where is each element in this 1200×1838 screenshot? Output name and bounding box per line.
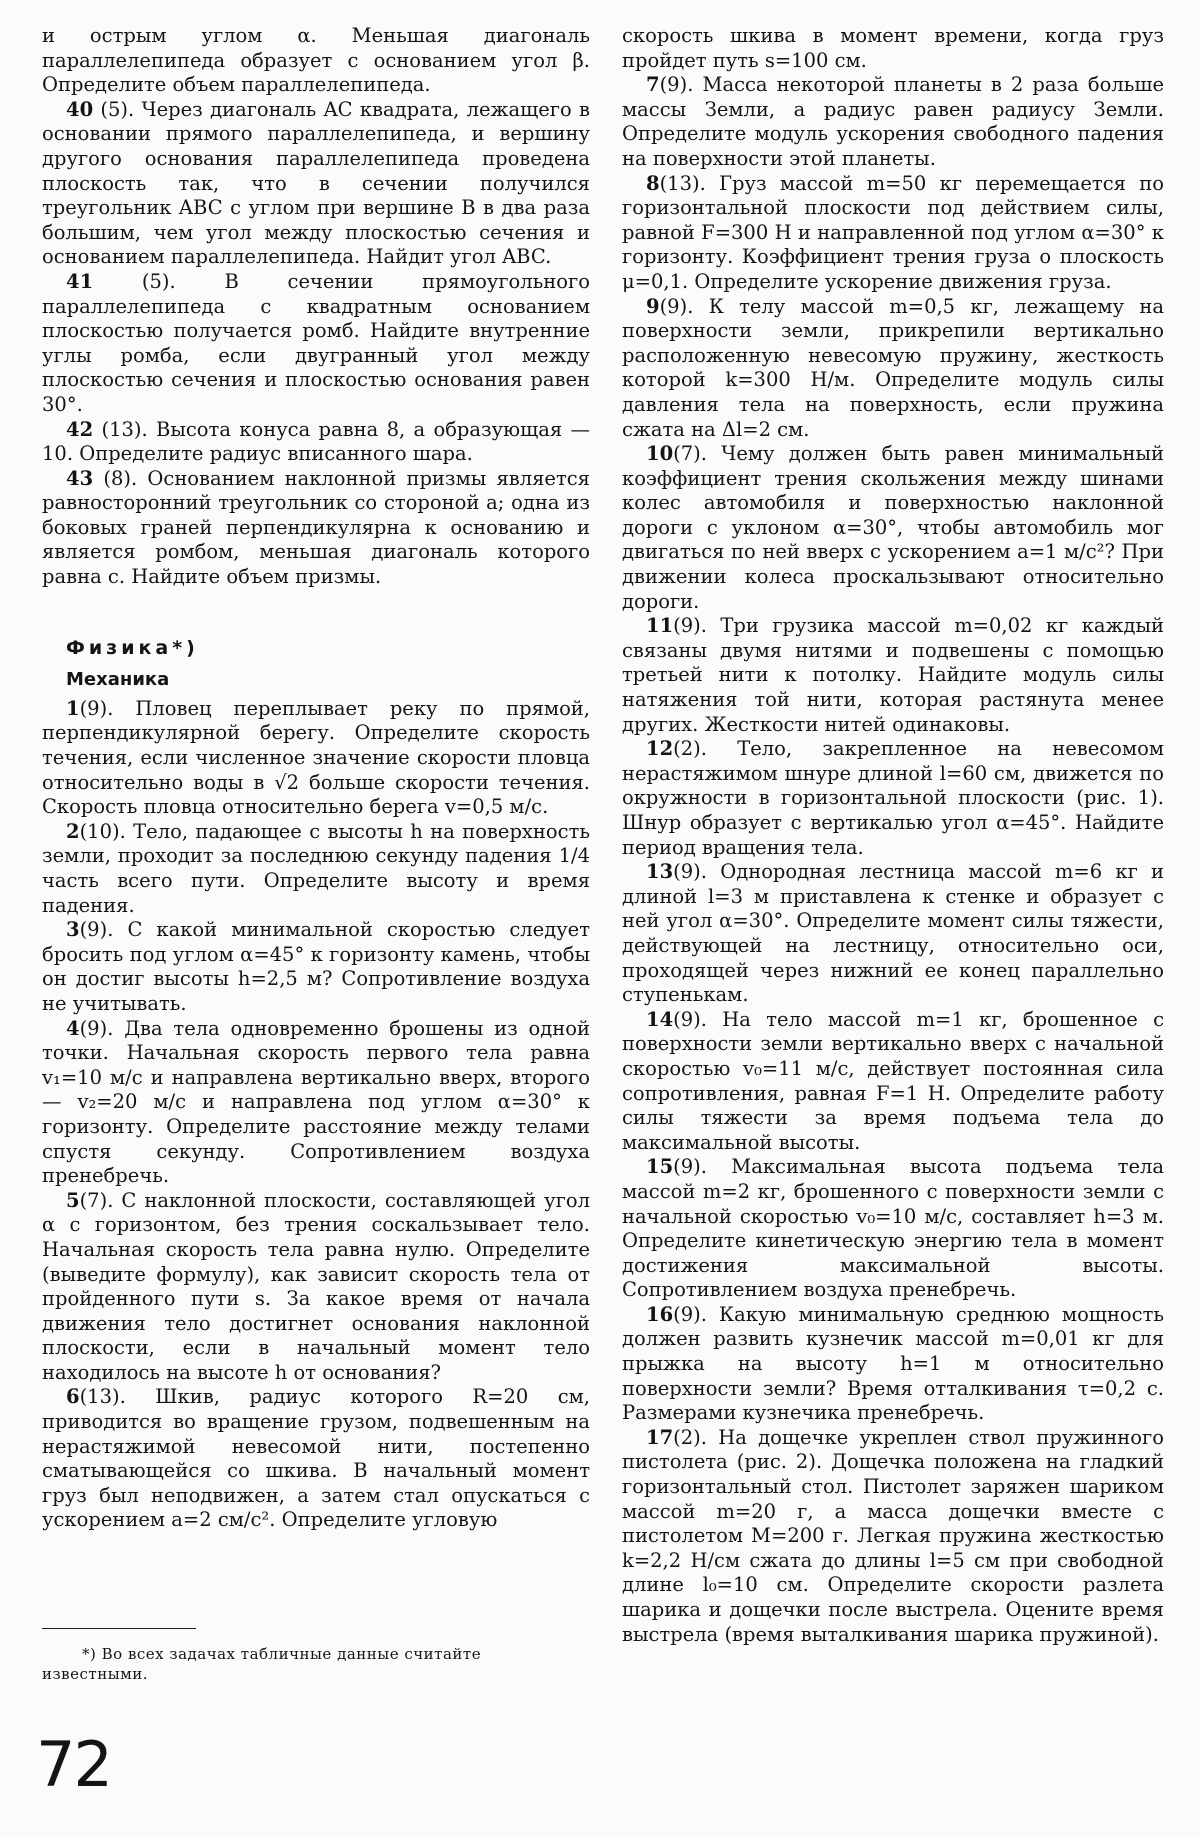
problem-text: Чему должен быть равен минимальный коэффициент трения скольжения между шинами колес автомобиля и поверхностью наклонной дороги с уклоном α=30°, чтобы автомобиль мог двигаться по ней вверх с ускорением a=1 м/с²? При движении колеса проскальзывают относительно дороги. <box>622 442 1164 613</box>
problem-text: Груз массой m=50 кг перемещается по горизонтальной плоскости под действием силы, равной F=300 Н и направленной под углом α=30° к горизонту. Коэффициент трения груза о плоскость μ=0,1. Определите ускорение движения груза. <box>622 171 1164 293</box>
problem-number: 1 <box>66 696 80 720</box>
problem-number: 12 <box>646 737 674 761</box>
problem-16 <box>622 1303 1164 1426</box>
problem-number: 9 <box>646 294 660 318</box>
problem-6 <box>42 1385 590 1533</box>
problem-text: С какой минимальной скоростью следует бросить под углом α=45° к горизонту камень, чтобы он достиг высоты h=2,5 м? Сопротивление воздуха не учитывать. <box>42 918 590 1015</box>
problem-number: 8 <box>646 171 660 195</box>
problem-text: На дощечке укреплен ствол пружинного пистолета (рис. 2). Дощечка положена на гладкий горизонтальный стол. Пистолет заряжен шариком массой m=20 г, а масса дощечки вместе с пистолетом M=200 г. Легкая пружина жесткостью k=2,2 Н/см сжата до длины l=5 см при свободной длине l₀=10 см. Определите скорости разлета шарика и дощечки после выстрела. Оцените время выстрела (время выталкивания шарика пружиной). <box>622 1425 1164 1646</box>
problem-text: Какую минимальную среднюю мощность должен развить кузнечик массой m=0,01 кг для прыжка на высоту h=1 м относительно поверхности земли? Время отталкивания τ=0,2 с. Размерами кузнечика пренебречь. <box>622 1302 1165 1425</box>
problem-text: Тело, падающее с высоты h на поверхность земли, проходит за последнюю секунду падения 1/4 часть всего пути. Определите высоту и время падения. <box>42 819 590 917</box>
problem-text: К телу массой m=0,5 кг, лежащему на поверхности земли, прикрепили вертикально расположенную невесомую пружину, жесткость которой k=300 Н/м. Определите модуль силы давления тела на поверхность, если пружина сжата на Δl=2 см. <box>622 294 1164 441</box>
problem-points: (13). <box>659 171 706 195</box>
problem-4 <box>42 1017 590 1189</box>
problem-42 <box>42 418 590 467</box>
problem-number: 14 <box>646 1007 674 1031</box>
problem-points: (2). <box>673 1425 707 1449</box>
problem-points: (9). <box>79 918 114 942</box>
problem-number: 10 <box>646 442 674 466</box>
problem-points: (9). <box>673 1155 707 1179</box>
problem-41 <box>42 270 590 418</box>
problem-13 <box>622 860 1164 1008</box>
problem-3 <box>42 918 590 1016</box>
problem-points: (9). <box>79 1016 114 1040</box>
problem-number: 41 <box>66 269 94 293</box>
problem-number: 4 <box>66 1016 80 1040</box>
problem-number: 42 <box>66 417 94 441</box>
problem-number: 11 <box>646 614 674 638</box>
problem-number: 40 <box>66 97 94 121</box>
problem-number: 5 <box>66 1188 80 1212</box>
problem-2 <box>42 820 590 918</box>
problem-number: 3 <box>66 918 80 942</box>
footnote-rule <box>42 1628 196 1629</box>
problem-points: (13). <box>79 1385 126 1409</box>
problem-10 <box>622 442 1164 614</box>
problem-number: 6 <box>66 1385 80 1409</box>
problem-points: (5). <box>100 97 135 121</box>
problem-points: (7). <box>79 1188 114 1212</box>
subsection-title: Механика <box>66 669 170 691</box>
problem-points: (9). <box>673 614 707 638</box>
problem-number: 43 <box>66 466 94 490</box>
problem-1 <box>42 697 590 820</box>
problem-text: На тело массой m=1 кг, брошенное с поверхности земли вертикально вверх с начальной скоростью v₀=11 м/с, действует постоянная сила сопротивления, равная F=1 Н. Определите работу силы тяжести за время подъема тела до максимальной высоты. <box>622 1007 1164 1154</box>
problem-points: (7). <box>673 442 707 466</box>
problem-text: Пловец переплывает реку по прямой, перпендикулярной берегу. Определите скорость течения, если численное значение скорости пловца относительно воды в √2 больше скорости течения. Скорость пловца относительно берега v=0,5 м/с. <box>42 696 591 819</box>
problem-points: (9). <box>673 1302 707 1326</box>
problem-number: 17 <box>646 1425 674 1449</box>
problem-text: Через диагональ AC квадрата, лежащего в основании прямого параллелепипеда, и вершину другого основания параллелепипеда проведена плоскость так, что в сечении получился треугольник ABC с углом при вершине B в два раза большим, чем угол между плоскостью сечения и основанием параллелепипеда. Найдит угол ABC. <box>42 97 591 269</box>
physics-problem-list-left <box>42 697 590 1533</box>
intro-fragment: и острым углом α. Меньшая диагональ параллелепипеда образует с основанием угол β. Определите объем параллелепипеда. <box>42 24 590 97</box>
page-number: 72 <box>36 1728 111 1801</box>
problem-points: (9). <box>79 696 114 720</box>
problem-text: Шкив, радиус которого R=20 см, приводится во вращение грузом, подвешенным на нерастяжимой невесомой нити, постепенно сматывающейся со шкива. В начальный момент груз был неподвижен, а затем стал опускаться с ускорением a=2 см/с². Определите угловую <box>42 1385 591 1532</box>
problem-12 <box>622 737 1164 860</box>
problem-text: Тело, закрепленное на невесомом нерастяжимом шнуре длиной l=60 см, движется по окружности в горизонтальной плоскости (рис. 1). Шнур образует с вертикалью угол α=45°. Найдите период вращения тела. <box>622 737 1164 859</box>
problem-15 <box>622 1155 1164 1303</box>
problem-text: Масса некоторой планеты в 2 раза больше массы Земли, а радиус равен радиусу Земли. Определите модуль ускорения свободного падения на поверхности этой планеты. <box>622 73 1164 170</box>
physics-problem-list-right <box>622 73 1164 1647</box>
problem-text: Основанием наклонной призмы является равносторонний треугольник со стороной a; одна из боковых граней перпендикулярна к основанию и является ромбом, меньшая диагональ которого равна c. Найдите объем призмы. <box>42 466 590 589</box>
problem-14 <box>622 1008 1164 1156</box>
right-column <box>622 24 1164 1647</box>
problem-17 <box>622 1426 1164 1647</box>
footnote: *) Во всех задачах табличные данные считайте известными. <box>42 1645 482 1683</box>
problem-number: 16 <box>646 1302 674 1326</box>
problem-text: Два тела одновременно брошены из одной точки. Начальная скорость первого тела равна v₁=10 м/с и направлена вертикально вверх, второго — v₂=20 м/с и направлена под углом α=30° к горизонту. Определите расстояние между телами спустя секунду. Сопротивлением воздуха пренебречь. <box>42 1016 591 1188</box>
section-title: Физика*) <box>66 636 199 659</box>
problem-points: (9). <box>673 860 707 884</box>
problem-7 <box>622 73 1164 171</box>
problem-points: (9). <box>659 294 694 318</box>
problem-number: 13 <box>646 860 674 884</box>
problem-number: 7 <box>646 73 660 97</box>
problem-11 <box>622 614 1164 737</box>
problem-text: Три грузика массой m=0,02 кг каждый связаны двумя нитями и подвешены с помощью третьей нити к потолку. Найдите модуль силы натяжения той нити, которая растянута менее других. Жесткости нитей одинаковы. <box>622 614 1164 736</box>
section-gap <box>42 590 590 636</box>
problem-40 <box>42 98 590 270</box>
problem-text: Высота конуса равна 8, а образующая — 10. Определите радиус вписанного шара. <box>42 417 590 466</box>
problem-text: В сечении прямоугольного параллелепипеда с квадратным основанием плоскостью получается ромб. Найдите внутренние углы ромба, если двугранный угол между плоскостью сечения и плоскостью основания равен 30°. <box>42 269 590 416</box>
problem-text: Однородная лестница массой m=6 кг и длиной l=3 м приставлена к стенке и образует с ней угол α=30°. Определите момент силы тяжести, действующей на лестницу, относительно оси, проходящей через нижний ее конец параллельно ступенькам. <box>622 860 1165 1007</box>
problem-text: С наклонной плоскости, составляющей угол α с горизонтом, без трения соскальзывает тело. Начальная скорость тела равна нулю. Определите (выведите формулу), как зависит скорость тела от пройденного пути s. За какое время от начала движения тело достигнет основания наклонной плоскости, если в начальный момент тело находилось на высоте h от основания? <box>42 1188 590 1384</box>
problem-43 <box>42 467 590 590</box>
problem-text: Максимальная высота подъема тела массой m=2 кг, брошенного с поверхности земли с начальной скоростью v₀=10 м/с, составляет h=3 м. Определите кинетическую энергию тела в момент достижения максимальной высоты. Сопротивлением воздуха пренебречь. <box>622 1155 1164 1302</box>
problem-points: (13). <box>101 417 148 441</box>
problem-points: (5). <box>141 269 176 293</box>
problem-8 <box>622 172 1164 295</box>
problem-number: 2 <box>66 819 80 843</box>
problem-5 <box>42 1189 590 1386</box>
problem-points: (9). <box>673 1007 707 1031</box>
problem-points: (8). <box>103 466 138 490</box>
problem-points: (2). <box>673 737 707 761</box>
problem-points: (10). <box>79 819 126 843</box>
problem-number: 15 <box>646 1155 674 1179</box>
continuation-fragment: скорость шкива в момент времени, когда груз пройдет путь s=100 см. <box>622 24 1164 72</box>
left-column <box>42 24 590 1533</box>
problem-points: (9). <box>659 73 694 97</box>
problem-9 <box>622 295 1164 443</box>
geometry-problem-list <box>42 98 590 590</box>
